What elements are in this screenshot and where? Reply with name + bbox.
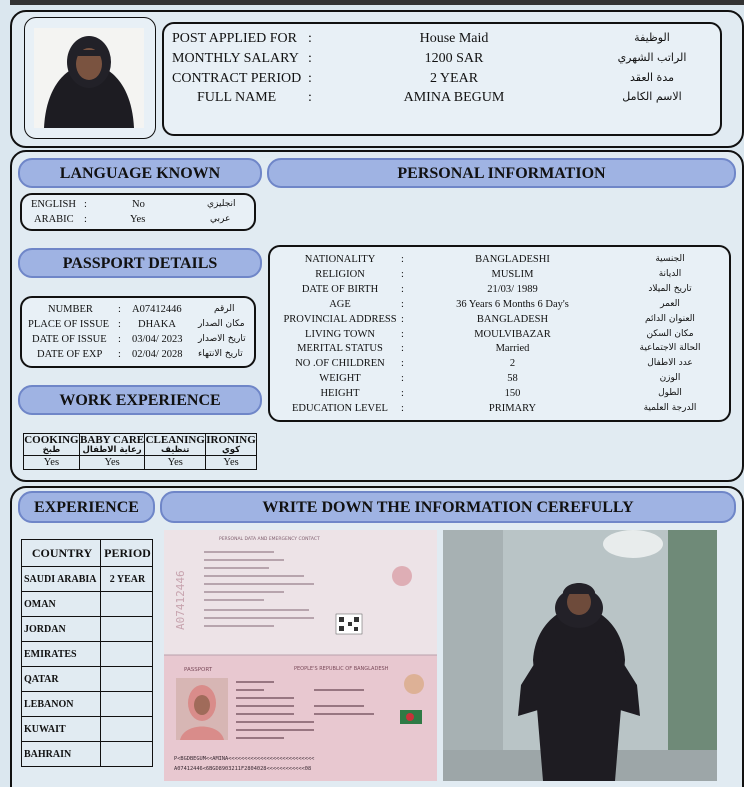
personal-info-ar: الجنسية <box>655 254 685 264</box>
date-of-exp-colon: : <box>118 349 121 360</box>
salary-value: 1200 SAR <box>424 51 484 66</box>
personal-info-value: 58 <box>507 373 518 385</box>
period-cell <box>101 592 153 617</box>
baby-care-value: Yes <box>79 456 145 470</box>
period-cell <box>101 692 153 717</box>
post-label: POST APPLIED FOR <box>172 31 298 46</box>
contract-colon: : <box>308 71 312 86</box>
language-arabic-ar: عربي <box>210 214 231 224</box>
contract-value: 2 YEAR <box>429 71 479 86</box>
personal-info-colon: : <box>401 403 404 414</box>
country-row <box>22 742 153 767</box>
salary-colon: : <box>308 51 312 66</box>
personal-info-label: MERITAL STATUS <box>297 343 383 355</box>
date-of-exp-label: DATE OF EXP <box>37 349 103 360</box>
place-of-issue-value: DHAKA <box>138 319 176 330</box>
svg-text:PEOPLE'S REPUBLIC OF BANGLADES: PEOPLE'S REPUBLIC OF BANGLADESH <box>294 666 389 672</box>
date-of-issue-label: DATE OF ISSUE <box>32 334 107 345</box>
country-row <box>22 617 153 642</box>
personal-info-ar: الطول <box>658 388 682 399</box>
cooking-value: Yes <box>24 456 80 470</box>
personal-info-value: MUSLIM <box>491 268 534 280</box>
personal-info-ar: عدد الاطفال <box>647 358 693 369</box>
work-experience-heading: WORK EXPERIENCE <box>18 385 262 415</box>
svg-text:PERSONAL DATA AND EMERGENCY CO: PERSONAL DATA AND EMERGENCY CONTACT <box>219 537 320 542</box>
personal-info-value: BANGLADESH <box>476 313 549 325</box>
personal-info-label: LIVING TOWN <box>305 328 375 340</box>
cooking-header: COOKING طبخ <box>24 434 79 455</box>
personal-info-row <box>270 299 729 314</box>
personal-info-label: NO .OF CHILDREN <box>295 358 385 370</box>
date-of-issue-value: 03/04/ 2023 <box>132 334 183 345</box>
personal-info-label: RELIGION <box>315 268 365 280</box>
personal-info-ar: تاريخ الميلاد <box>648 283 692 294</box>
passport-number-label: NUMBER <box>48 304 93 315</box>
personal-info-row <box>270 254 729 269</box>
personal-info-ar: الوزن <box>659 373 681 384</box>
country-column-header: COUNTRY <box>22 540 101 567</box>
post-value: House Maid <box>419 31 489 46</box>
country-row <box>22 592 153 617</box>
application-summary <box>162 22 722 136</box>
name-label: FULL NAME <box>197 90 277 105</box>
language-english-label: ENGLISH <box>31 199 76 210</box>
portrait-frame <box>24 17 156 139</box>
personal-info-row <box>270 373 729 388</box>
contract-label-ar: مدة العقد <box>630 71 674 84</box>
country-cell: LEBANON <box>22 692 101 717</box>
personal-info-ar: الديانة <box>658 268 682 279</box>
work-experience-table <box>23 433 257 470</box>
date-of-exp-value: 02/04/ 2028 <box>132 349 183 360</box>
country-rows <box>22 567 153 767</box>
personal-info-colon: : <box>401 343 404 355</box>
country-cell: BAHRAIN <box>22 742 101 767</box>
date-of-issue-colon: : <box>118 334 121 345</box>
country-cell: JORDAN <box>22 617 101 642</box>
passport-number-value: A07412446 <box>132 304 182 315</box>
country-row <box>22 642 153 667</box>
date-of-issue-ar: تاريخ الاصدار <box>198 334 246 344</box>
country-cell: QATAR <box>22 667 101 692</box>
personal-info-value: MOULVIBAZAR <box>474 328 551 340</box>
date-of-exp-ar: تاريخ الانتهاء <box>198 349 243 359</box>
baby-care-header: BABY CARE رعاية الاطفال <box>80 434 145 455</box>
personal-info-row <box>270 269 729 284</box>
personal-info-row <box>270 358 729 373</box>
personal-info-colon: : <box>401 373 404 385</box>
scan-mrz-line-2: A07412446<6BGD8903211F2804028<<<<<<<<<<<<08 <box>174 766 312 772</box>
personal-info-label: NATIONALITY <box>304 254 376 265</box>
place-of-issue-ar: مكان الصدار <box>198 319 245 329</box>
language-known-heading: LANGUAGE KNOWN <box>18 158 262 188</box>
language-english-ar: انجليزي <box>207 199 236 209</box>
name-value: AMINA BEGUM <box>403 90 505 105</box>
personal-info-value: 150 <box>504 388 521 400</box>
period-cell: 2 YEAR <box>101 567 153 592</box>
country-row <box>22 667 153 692</box>
personal-info-value: BANGLADESHI <box>475 254 550 265</box>
passport-box <box>20 296 256 368</box>
country-cell: SAUDI ARABIA <box>22 567 101 592</box>
personal-info-label: HEIGHT <box>320 388 360 400</box>
cleaning-header: CLEANING تنظيف <box>145 434 205 455</box>
ironing-header: IRONING كوي <box>206 434 256 455</box>
salary-label-ar: الراتب الشهري <box>617 51 687 64</box>
personal-info-row <box>270 314 729 329</box>
experience-country-table <box>21 539 153 767</box>
personal-info-row <box>270 403 729 418</box>
contract-label: CONTRACT PERIOD <box>172 71 302 86</box>
experience-heading: EXPERIENCE <box>18 491 155 523</box>
country-row <box>22 567 153 592</box>
personal-info-row <box>270 388 729 403</box>
scan-mrz-line-1: P<BGDBEGUM<<AMINA<<<<<<<<<<<<<<<<<<<<<<<<<<< <box>174 756 315 762</box>
language-box <box>20 193 256 231</box>
language-arabic-value: Yes <box>130 214 146 225</box>
period-cell <box>101 717 153 742</box>
personal-info-ar: مكان السكن <box>646 328 694 339</box>
period-cell <box>101 667 153 692</box>
svg-text:PASSPORT: PASSPORT <box>184 667 213 673</box>
personal-info-ar: العنوان الدائم <box>645 313 695 324</box>
personal-info-ar: الحالة الاجتماعية <box>639 343 701 354</box>
name-label-ar: الاسم الكامل <box>622 90 682 103</box>
personal-info-colon: : <box>401 254 404 265</box>
cleaning-value: Yes <box>145 456 206 470</box>
language-english-colon: : <box>84 199 87 210</box>
post-colon: : <box>308 31 312 46</box>
place-of-issue-label: PLACE OF ISSUE <box>28 319 110 330</box>
personal-info-value: Married <box>495 343 530 355</box>
personal-info-label: PROVINCIAL ADDRESS <box>283 313 397 325</box>
personal-info-colon: : <box>401 298 404 310</box>
personal-info-label: EDUCATION LEVEL <box>292 403 388 414</box>
personal-info-colon: : <box>401 328 404 340</box>
passport-scan-drawing <box>164 530 437 781</box>
passport-number-colon: : <box>118 304 121 315</box>
period-column-header: PERIOD <box>101 540 153 567</box>
personal-info-colon: : <box>401 358 404 370</box>
personal-info-value: 21/03/ 1989 <box>487 283 538 295</box>
personal-info-ar: الدرجة العلمية <box>643 403 697 413</box>
period-cell <box>101 642 153 667</box>
personal-information-heading: PERSONAL INFORMATION <box>267 158 736 188</box>
language-arabic-label: ARABIC <box>34 214 74 225</box>
personal-info-label: DATE OF BIRTH <box>301 283 379 295</box>
personal-info-colon: : <box>401 313 404 325</box>
write-down-heading: WRITE DOWN THE INFORMATION CEREFULLY <box>160 491 736 523</box>
period-cell <box>101 617 153 642</box>
passport-details-heading: PASSPORT DETAILS <box>18 248 262 278</box>
period-cell <box>101 742 153 767</box>
full-body-drawing <box>443 530 717 781</box>
language-arabic-colon: : <box>84 214 87 225</box>
portrait-photo <box>34 28 144 128</box>
personal-info-value: 36 Years 6 Months 6 Day's <box>456 298 569 310</box>
country-cell: OMAN <box>22 592 101 617</box>
personal-info-colon: : <box>401 268 404 280</box>
personal-info-box <box>268 245 731 422</box>
personal-info-label: WEIGHT <box>319 373 361 385</box>
passport-number-ar: الرقم <box>214 304 235 314</box>
personal-info-row <box>270 343 729 358</box>
personal-info-value: PRIMARY <box>488 403 537 414</box>
personal-info-colon: : <box>401 283 404 295</box>
language-english-value: No <box>132 199 145 210</box>
full-body-photo <box>443 530 717 781</box>
post-label-ar: الوظيفة <box>634 31 670 44</box>
personal-info-value: 2 <box>509 358 516 370</box>
place-of-issue-colon: : <box>118 319 121 330</box>
personal-info-colon: : <box>401 388 404 400</box>
ironing-value: Yes <box>206 456 257 470</box>
personal-info-row <box>270 284 729 299</box>
country-row <box>22 692 153 717</box>
passport-scan-image <box>164 530 437 781</box>
personal-info-row <box>270 329 729 344</box>
personal-info-ar: العمر <box>660 298 680 309</box>
scan-passport-number: A07412446 <box>174 570 187 630</box>
top-border-bar <box>10 0 744 5</box>
country-cell: EMIRATES <box>22 642 101 667</box>
country-cell: KUWAIT <box>22 717 101 742</box>
personal-info-label: AGE <box>329 298 351 310</box>
salary-label: MONTHLY SALARY <box>172 51 299 66</box>
country-row <box>22 717 153 742</box>
name-colon: : <box>308 90 312 105</box>
